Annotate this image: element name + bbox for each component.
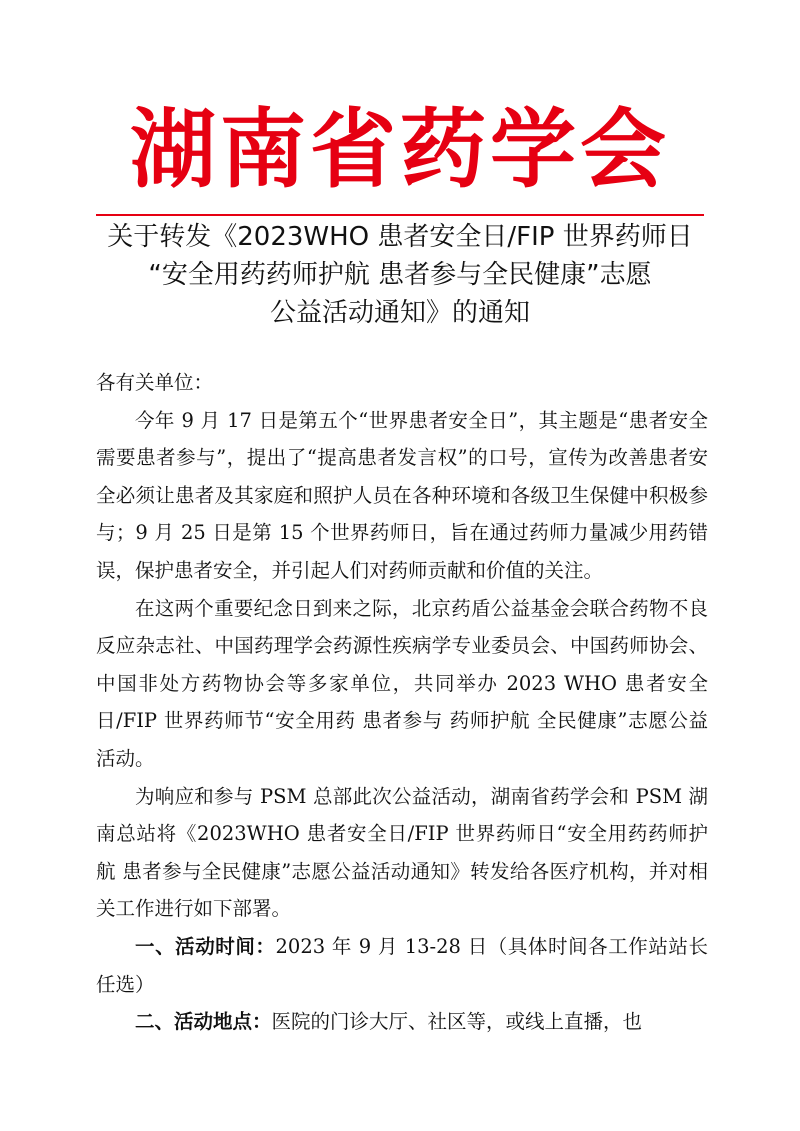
org-letterhead: 湖南省药学会: [130, 99, 670, 200]
paragraph-3: 为响应和参与 PSM 总部此次公益活动，湖南省药学会和 PSM 湖南总站将《2023WHO 患者安全日/FIP 世界药师日“安全用药药师护航 患者参与全民健康”志愿公益活动通知》转发给各医疗机构，并对相关工作进行如下部署。: [96, 784, 708, 921]
document-body: [96, 364, 708, 1041]
section-1-text: 2023 年 9 月 13-28 日（具体时间各工作站站长任选）: [96, 934, 708, 996]
section-2-label: 二、活动地点：: [135, 1010, 272, 1034]
document-title: [90, 218, 710, 332]
section-2-text: 医院的门诊大厅、社区等，或线上直播，也: [271, 1010, 643, 1034]
title-line-2: “安全用药药师护航 患者参与全民健康”志愿: [148, 260, 652, 290]
section-1-label: 一、活动时间：: [135, 934, 276, 958]
paragraph-1: 今年 9 月 17 日是第五个“世界患者安全日”，其主题是“患者安全需要患者参与”，提出了“提高患者发言权”的口号，宣传为改善患者安全必须让患者及其家庭和照护人员在各种环境和各级卫生保健中积极参与；9 月 25 日是第 15 个世界药师日，旨在通过药师力量减少用药错误，保护患者安全，并引起人们对药师贡献和价值的关注。: [96, 408, 708, 582]
paragraph-2: 在这两个重要纪念日到来之际，北京药盾公益基金会联合药物不良反应杂志社、中国药理学会药源性疾病学专业委员会、中国药师协会、中国非处方药物协会等多家单位，共同举办 2023 WHO 患者安全日/FIP 世界药师节“安全用药 患者参与 药师护航 全民健康”志愿公益活动。: [96, 596, 708, 770]
title-line-1: 关于转发《2023WHO 患者安全日/FIP 世界药师日: [107, 222, 693, 252]
title-line-3: 公益活动通知》的通知: [269, 298, 530, 328]
section-activity-time: [96, 928, 708, 1003]
salutation: 各有关单位：: [96, 371, 214, 394]
letterhead-red-rule: [96, 214, 704, 216]
section-activity-location: [96, 1003, 708, 1041]
